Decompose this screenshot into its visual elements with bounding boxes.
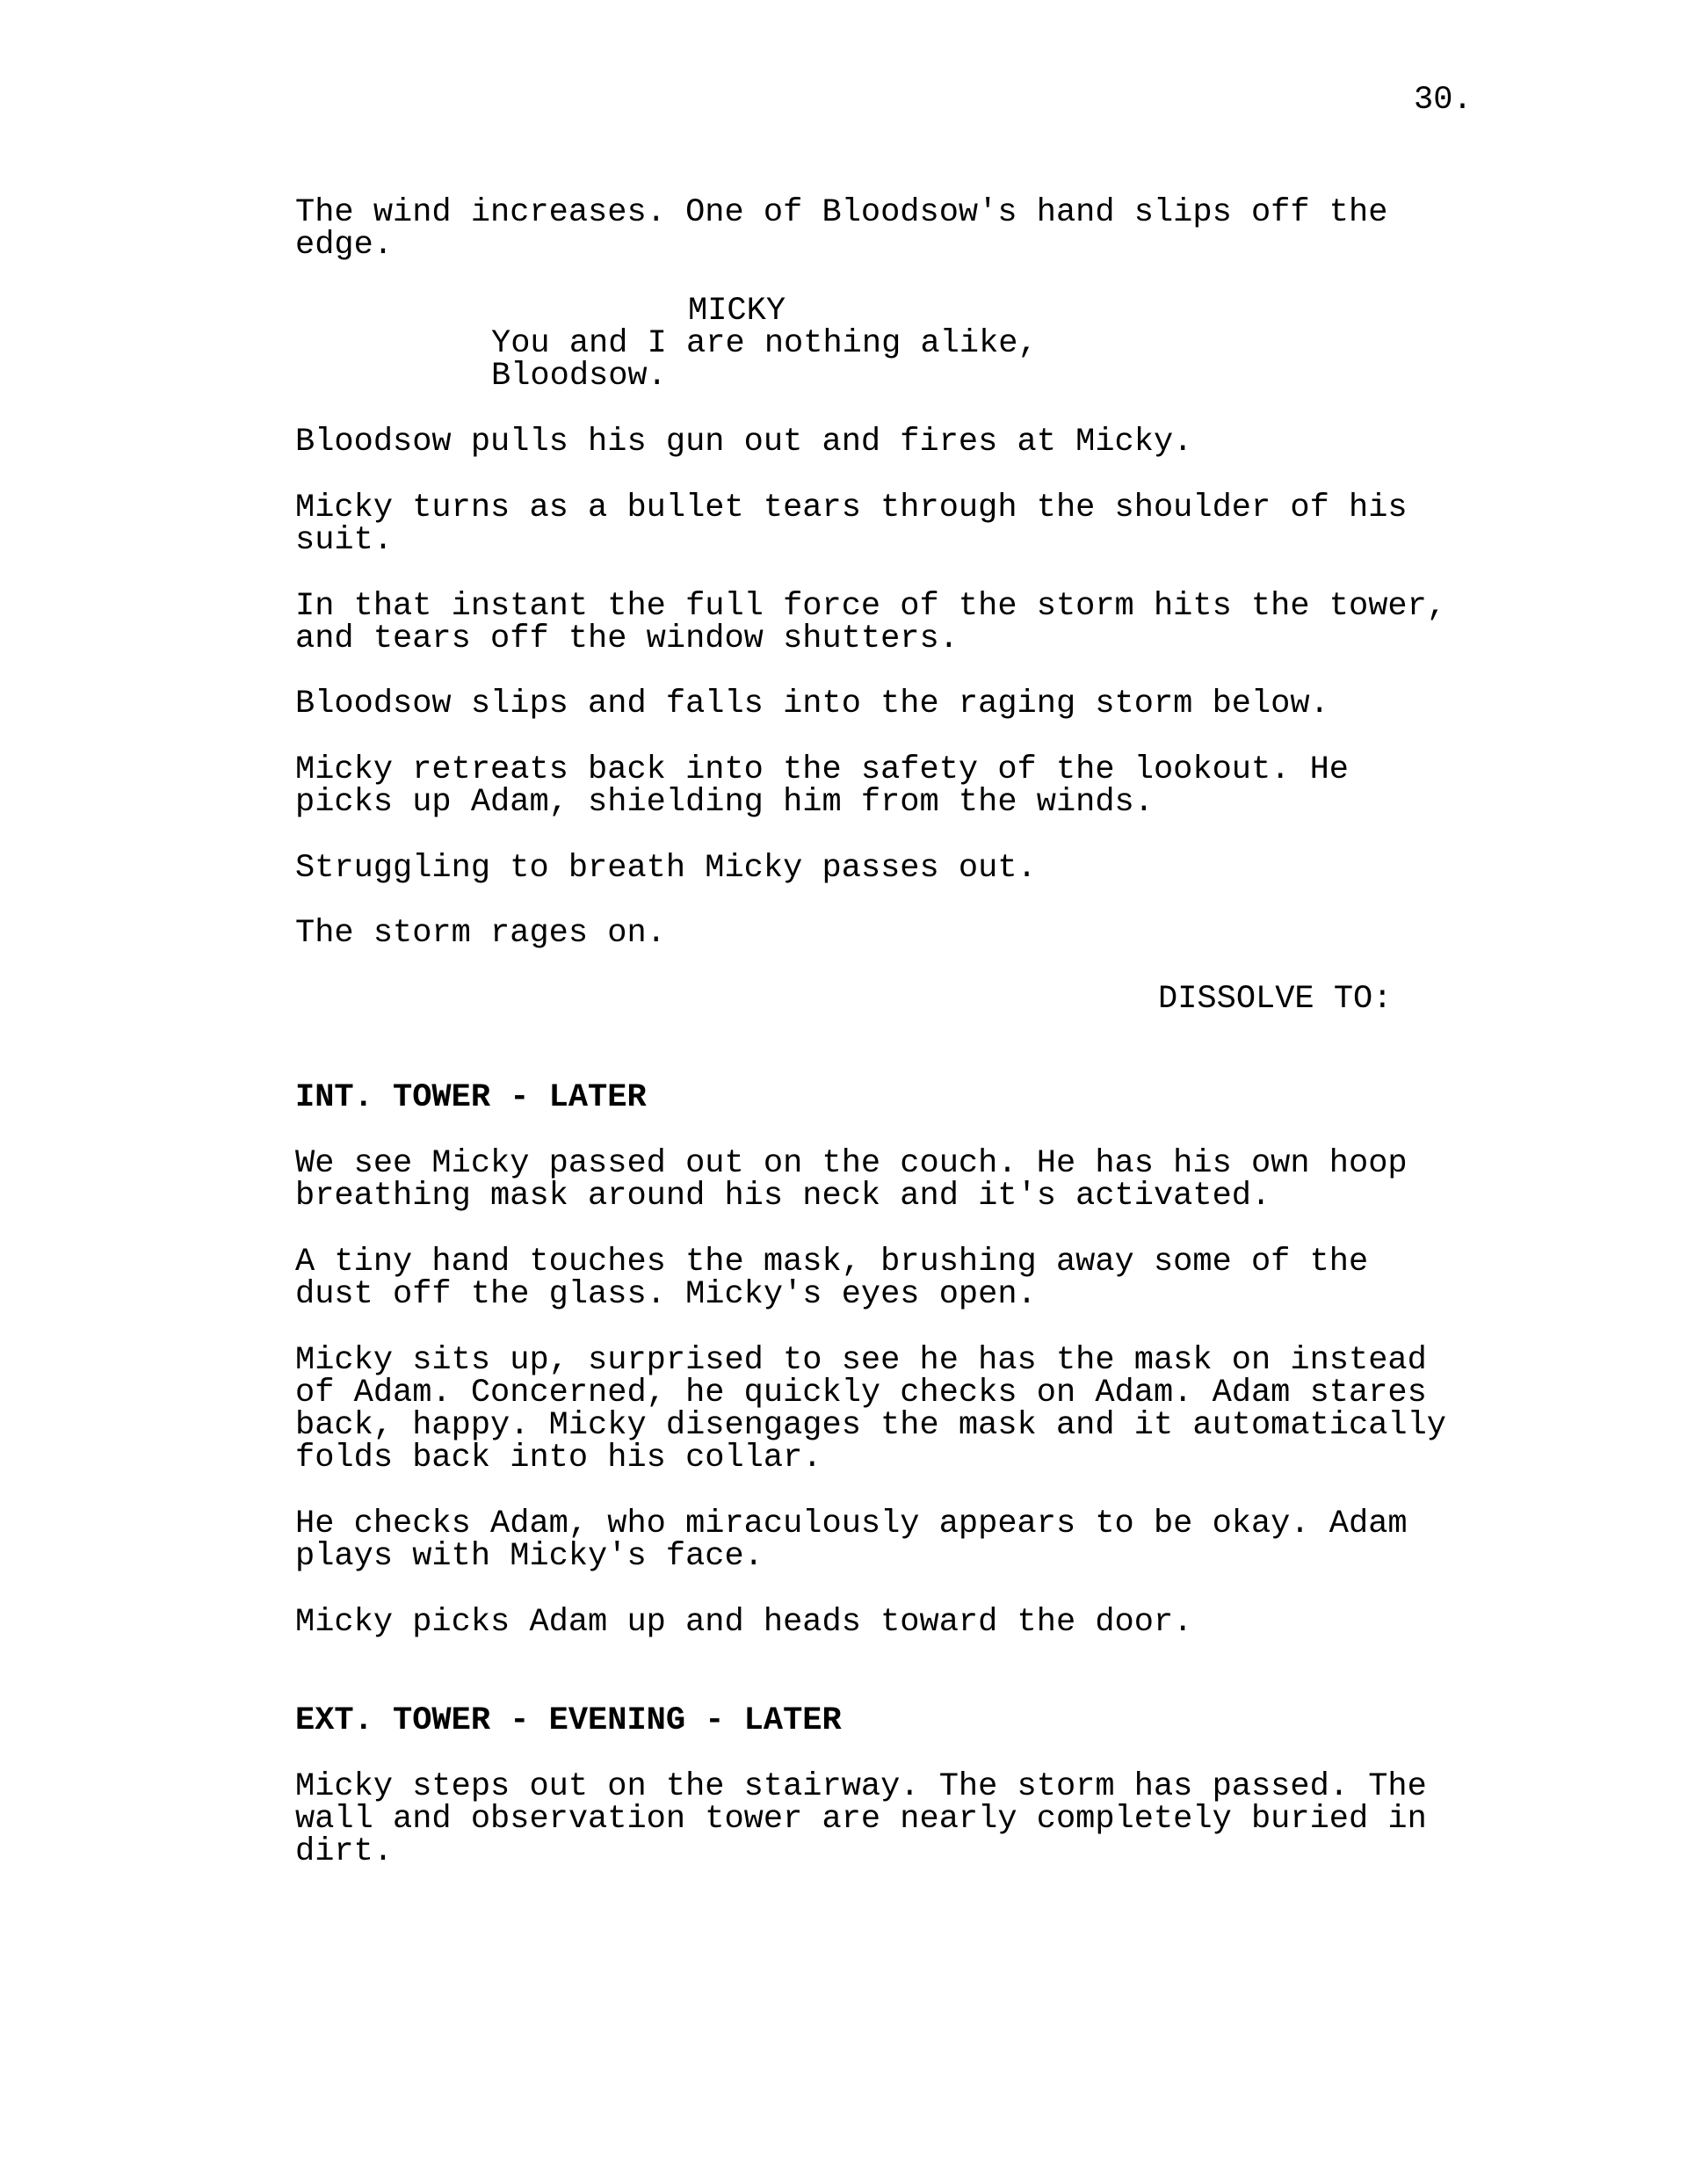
action-line: The storm rages on.	[295, 915, 666, 952]
action-line: dirt.	[295, 1833, 394, 1870]
action-line: back, happy. Micky disengages the mask and it automatically	[295, 1407, 1447, 1444]
action-line: breathing mask around his neck and it's activated.	[295, 1178, 1271, 1215]
action-line: Micky picks Adam up and heads toward the door.	[295, 1604, 1193, 1641]
action-line: folds back into his collar.	[295, 1440, 822, 1477]
action-line: Bloodsow slips and falls into the raging storm below.	[295, 686, 1329, 722]
action-line: picks up Adam, shielding him from the winds.	[295, 784, 1154, 821]
action-line: wall and observation tower are nearly completely buried in	[295, 1801, 1427, 1838]
action-line: We see Micky passed out on the couch. He has his own hoop	[295, 1145, 1408, 1182]
action-line: A tiny hand touches the mask, brushing away some of the	[295, 1244, 1369, 1281]
action-line: Struggling to breath Micky passes out.	[295, 850, 1037, 887]
dialogue-line: You and I are nothing alike,	[491, 325, 1038, 362]
action-line: dust off the glass. Micky's eyes open.	[295, 1276, 1037, 1313]
action-line: and tears off the window shutters.	[295, 620, 959, 657]
action-line: plays with Micky's face.	[295, 1538, 764, 1575]
dialogue-line: Bloodsow.	[491, 358, 667, 395]
action-line: Micky retreats back into the safety of the lookout. He	[295, 751, 1349, 788]
page-number: 30.	[1414, 82, 1473, 119]
action-line: Micky sits up, surprised to see he has the mask on instead	[295, 1342, 1427, 1379]
action-line: Micky steps out on the stairway. The storm has passed. The	[295, 1768, 1427, 1805]
scene-heading: EXT. TOWER - EVENING - LATER	[295, 1702, 842, 1739]
action-line: Bloodsow pulls his gun out and fires at Micky.	[295, 424, 1193, 461]
action-line: The wind increases. One of Bloodsow's hand slips off the	[295, 194, 1388, 231]
action-line: edge.	[295, 227, 394, 264]
character-name: MICKY	[688, 293, 786, 330]
action-line: He checks Adam, who miraculously appears to be okay. Adam	[295, 1506, 1408, 1542]
action-line: of Adam. Concerned, he quickly checks on Adam. Adam stares	[295, 1375, 1427, 1411]
transition: DISSOLVE TO:	[1158, 981, 1393, 1018]
action-line: In that instant the full force of the storm hits the tower,	[295, 588, 1447, 625]
action-line: Micky turns as a bullet tears through the shoulder of his	[295, 490, 1408, 526]
action-line: suit.	[295, 522, 394, 559]
scene-heading: INT. TOWER - LATER	[295, 1079, 647, 1116]
